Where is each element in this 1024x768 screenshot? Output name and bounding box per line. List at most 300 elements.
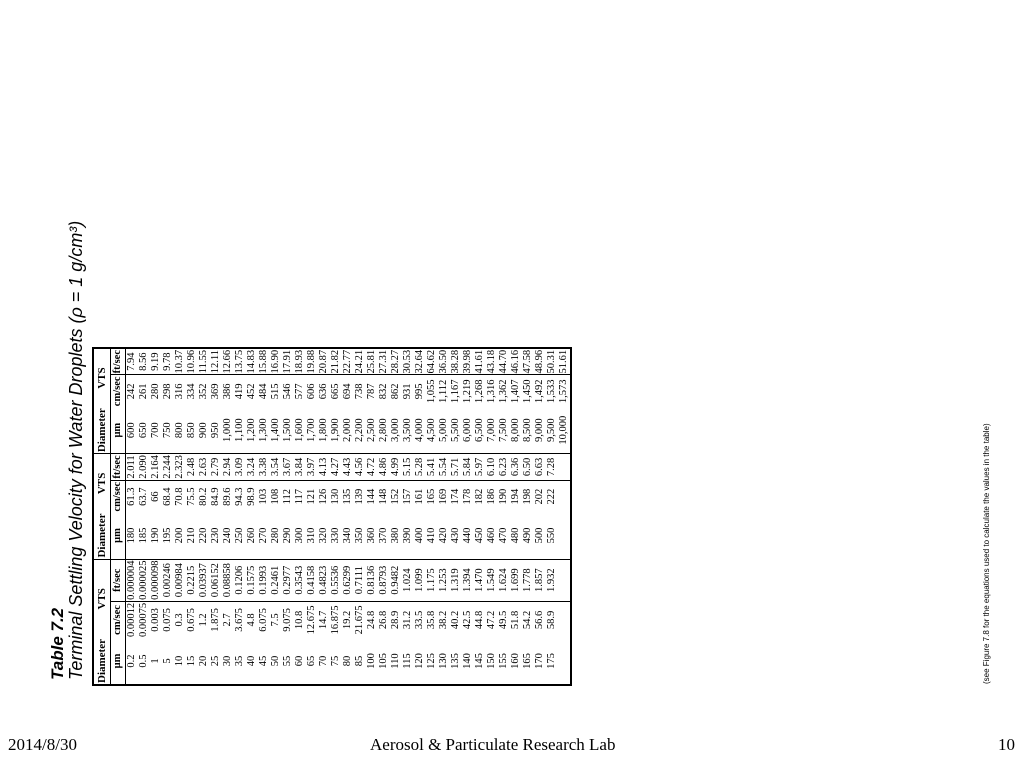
- unit-header: cm/sec: [111, 480, 126, 512]
- table-cell: 0.3543: [294, 559, 306, 601]
- table-cell: 30: [222, 655, 233, 667]
- table-cell: 440: [462, 513, 474, 559]
- table-cell: 298: [162, 383, 173, 400]
- table-cell: 360: [366, 513, 378, 559]
- table-row: [522, 348, 534, 685]
- table-cell: 400: [414, 513, 426, 559]
- table-cell: 1.624: [498, 559, 510, 601]
- table-row: [462, 348, 474, 685]
- table-cell: 6,500: [474, 407, 486, 453]
- table-cell: 0.000004: [126, 560, 137, 600]
- table-cell: 182: [474, 488, 485, 505]
- table-cell: 65: [306, 655, 317, 667]
- table-cell: 480: [510, 513, 522, 559]
- table-cell: 4.43: [342, 454, 354, 481]
- table-cell: 316: [174, 383, 185, 400]
- table-cell: 0.03937: [198, 559, 210, 601]
- table-cell: 450: [474, 513, 486, 559]
- table-row: [390, 348, 402, 685]
- table-cell: 0.1575: [246, 559, 258, 601]
- table-cell: 1.175: [426, 559, 438, 601]
- table-cell: 1,112: [438, 379, 449, 403]
- table-cell: 0.5536: [330, 559, 342, 601]
- table-cell: 44.8: [474, 610, 485, 630]
- table-cell: 4.99: [390, 454, 402, 481]
- table-cell: 108: [270, 488, 281, 505]
- table-cell: 1,316: [486, 379, 497, 404]
- table-row: [558, 348, 571, 685]
- table-cell: 49.5: [498, 610, 509, 630]
- table-cell: 51.8: [510, 610, 521, 630]
- table-cell: 0.8136: [366, 559, 378, 601]
- table-cell: [558, 559, 571, 601]
- table-cell: 2,500: [366, 407, 378, 453]
- table-cell: 38.28: [450, 349, 461, 374]
- table-cell: 9.19: [150, 348, 162, 375]
- table-cell: 5.28: [414, 454, 426, 481]
- table-cell: 1,800: [318, 407, 330, 453]
- table-cell: 45: [258, 655, 269, 667]
- table-cell: 202: [534, 488, 545, 505]
- table-cell: 47.2: [486, 610, 497, 630]
- table-cell: 21.675: [354, 605, 365, 635]
- table-cell: 330: [330, 513, 342, 559]
- table-cell: 420: [438, 513, 450, 559]
- table-cell: 6.10: [486, 454, 498, 481]
- table-cell: 665: [330, 383, 341, 400]
- table-cell: 1,900: [330, 407, 342, 453]
- table-cell: 380: [390, 513, 402, 559]
- table-cell: 4.8: [246, 613, 257, 627]
- table-cell: 577: [294, 383, 305, 400]
- table-cell: 148: [378, 488, 389, 505]
- table-cell: 3.67: [282, 454, 294, 481]
- table-cell: 16.875: [330, 605, 341, 635]
- table-cell: [558, 480, 571, 512]
- table-cell: 98.9: [246, 487, 257, 506]
- table-cell: 145: [474, 653, 485, 669]
- table-row: [258, 348, 270, 685]
- table-cell: 787: [366, 383, 377, 400]
- table-cell: 12.11: [210, 348, 222, 375]
- unit-header: μm: [111, 513, 126, 559]
- table-cell: 1,100: [234, 407, 246, 453]
- table-cell: 550: [546, 513, 558, 559]
- table-cell: 9.075: [282, 608, 293, 632]
- table-cell: 5.15: [402, 454, 414, 481]
- table-cell: 150: [486, 653, 497, 669]
- diameter-group-header: Diameter: [93, 407, 111, 453]
- table-cell: 240: [222, 513, 234, 559]
- table-row: [294, 348, 306, 685]
- table-cell: 190: [498, 488, 509, 505]
- table-cell: 30.53: [402, 349, 413, 374]
- table-cell: 419: [234, 383, 245, 400]
- table-cell: 27.31: [378, 349, 389, 374]
- table-cell: 320: [318, 513, 330, 559]
- table-cell: 280: [270, 513, 282, 559]
- table-cell: 178: [462, 488, 473, 505]
- table-cell: 61.3: [126, 487, 137, 506]
- table-cell: 700: [150, 407, 162, 453]
- table-cell: 0.00984: [174, 559, 186, 601]
- table-cell: 6.50: [522, 454, 534, 481]
- table-cell: 10,000: [558, 407, 571, 453]
- table-cell: 0.2: [126, 654, 137, 668]
- table-cell: [558, 638, 571, 685]
- table-cell: 14.83: [246, 349, 257, 374]
- table-cell: 11.55: [198, 348, 210, 375]
- table-cell: 40.2: [450, 610, 461, 630]
- table-cell: 25.81: [366, 349, 377, 374]
- table-row: [210, 348, 222, 685]
- table-cell: 5,000: [438, 407, 450, 453]
- table-cell: 2.7: [222, 613, 233, 627]
- table-cell: 31.2: [402, 610, 413, 630]
- table-cell: 1,300: [258, 407, 270, 453]
- table-cell: 0.4823: [318, 559, 330, 601]
- table-row: [162, 348, 174, 685]
- table-cell: 36.50: [438, 349, 449, 374]
- table-cell: 410: [426, 513, 438, 559]
- table-cell: 7.28: [546, 454, 558, 481]
- table-cell: 4.56: [354, 454, 366, 481]
- table-cell: 862: [390, 383, 401, 400]
- table-cell: 1,362: [498, 379, 509, 404]
- table-cell: 130: [330, 488, 341, 505]
- table-cell: 490: [522, 513, 534, 559]
- table-cell: 694: [342, 383, 353, 400]
- table-cell: 35.8: [426, 610, 437, 630]
- table-cell: [558, 454, 571, 481]
- table-footnote: (see Figure 7.8 for the equations used to calculate the values in the table): [982, 423, 991, 684]
- table-cell: 500: [534, 513, 546, 559]
- table-cell: 8.56: [138, 348, 150, 375]
- table-cell: 1.932: [546, 559, 558, 601]
- table-cell: 26.8: [378, 610, 389, 630]
- table-row: [150, 348, 162, 685]
- table-cell: 3.84: [294, 454, 306, 481]
- table-cell: 46.16: [510, 349, 521, 374]
- table-cell: 1,200: [246, 407, 258, 453]
- table-cell: 800: [174, 407, 186, 453]
- table-cell: 290: [282, 513, 294, 559]
- table-cell: 2,200: [354, 407, 366, 453]
- table-cell: 24.8: [366, 610, 377, 630]
- table-cell: 135: [342, 488, 353, 505]
- table-cell: 352: [198, 383, 209, 400]
- table-cell: 84.9: [210, 487, 221, 506]
- table-cell: 1,492: [534, 379, 545, 404]
- table-cell: 89.6: [222, 487, 233, 506]
- table-cell: 48.96: [534, 349, 545, 374]
- table-cell: 56.6: [534, 610, 545, 630]
- table-cell: 44.70: [498, 349, 509, 374]
- table-cell: 121: [306, 488, 317, 505]
- table-cell: 3.09: [234, 454, 246, 481]
- table-cell: 750: [162, 407, 174, 453]
- table-title: Terminal Settling Velocity for Water Droplets (ρ = 1 g/cm³): [66, 220, 86, 680]
- table-cell: 5.97: [474, 454, 486, 481]
- table-row: [330, 348, 342, 685]
- table-cell: 0.2215: [186, 559, 198, 601]
- table-cell: 12.675: [306, 605, 317, 635]
- table-cell: 80: [342, 655, 353, 667]
- table-cell: 10: [174, 655, 185, 667]
- table-cell: 1.319: [450, 559, 462, 601]
- table-cell: 4.27: [330, 454, 342, 481]
- table-cell: 250: [234, 513, 246, 559]
- table-cell: 32.64: [414, 349, 425, 374]
- table-cell: 4,500: [426, 407, 438, 453]
- table-row: [318, 348, 330, 685]
- table-cell: 334: [186, 383, 197, 400]
- table-cell: 19.2: [342, 610, 353, 630]
- table-label: Table 7.2: [48, 607, 67, 680]
- table-cell: 4.72: [366, 454, 378, 481]
- table-cell: 25: [210, 655, 221, 667]
- table-cell: 9,000: [534, 407, 546, 453]
- table-cell: 195: [162, 513, 174, 559]
- table-cell: 12.66: [222, 349, 233, 374]
- table-cell: 8,500: [522, 407, 534, 453]
- table-cell: 7.94: [126, 348, 139, 375]
- table-cell: 2.48: [186, 454, 198, 481]
- table-row: [546, 348, 558, 685]
- table-cell: 931: [402, 383, 413, 400]
- table-cell: 0.5: [138, 654, 149, 668]
- table-cell: 0.1206: [234, 559, 246, 601]
- table-cell: 10.37: [174, 349, 185, 374]
- table-cell: 175: [546, 653, 557, 669]
- table-cell: 15: [186, 655, 197, 667]
- table-cell: 66: [150, 491, 161, 502]
- table-row: [450, 348, 462, 685]
- footer-page-number: 10: [998, 735, 1015, 754]
- table-cell: 832: [378, 383, 389, 400]
- table-cell: 280: [150, 383, 161, 400]
- table-cell: 1,407: [510, 379, 521, 404]
- table-cell: 5.71: [450, 454, 462, 481]
- table-cell: 75: [330, 655, 341, 667]
- table-cell: 174: [450, 488, 461, 505]
- table-cell: 0.9482: [390, 559, 402, 601]
- table-cell: 103: [258, 488, 269, 505]
- table-cell: 21.82: [330, 349, 341, 374]
- table-row: [198, 348, 210, 685]
- table-cell: 1,167: [450, 379, 461, 404]
- table-cell: [558, 601, 571, 638]
- table-cell: 1,573: [558, 379, 569, 404]
- table-cell: 1.857: [534, 559, 546, 601]
- table-cell: 157: [402, 488, 413, 505]
- table-cell: 140: [462, 653, 473, 669]
- table-cell: 515: [270, 383, 281, 400]
- table-cell: 169: [438, 488, 449, 505]
- table-cell: 120: [414, 653, 425, 669]
- table-cell: 1,500: [282, 407, 294, 453]
- table-cell: 1,533: [546, 379, 557, 404]
- table-cell: 130: [438, 653, 449, 669]
- table-cell: 4.86: [378, 454, 390, 481]
- table-cell: 7,000: [486, 407, 498, 453]
- table-cell: 0.06152: [210, 559, 222, 601]
- table-row: [474, 348, 486, 685]
- table-cell: 55: [282, 655, 293, 667]
- table-cell: 1,000: [222, 407, 234, 453]
- table-cell: 0.6299: [342, 559, 354, 601]
- table-cell: 5.41: [426, 454, 438, 481]
- table-page: [36, 62, 998, 690]
- table-cell: 1.024: [402, 559, 414, 601]
- table-cell: 3.675: [234, 608, 245, 632]
- unit-header: ft/sec: [111, 559, 126, 601]
- unit-header: μm: [111, 407, 126, 453]
- table-cell: 5.84: [462, 454, 474, 481]
- table-cell: 310: [306, 513, 318, 559]
- table-cell: 850: [186, 407, 198, 453]
- table-cell: 430: [450, 513, 462, 559]
- table-cell: 300: [294, 513, 306, 559]
- diameter-group-header: Diameter: [93, 513, 111, 559]
- table-cell: 0.2461: [270, 559, 282, 601]
- table-row: [246, 348, 258, 685]
- table-cell: 24.21: [354, 349, 365, 374]
- table-cell: 390: [402, 513, 414, 559]
- table-cell: 2,000: [342, 407, 354, 453]
- table-cell: 100: [366, 653, 377, 669]
- table-cell: 270: [258, 513, 270, 559]
- unit-header: μm: [111, 638, 126, 685]
- table-cell: 135: [450, 653, 461, 669]
- table-cell: 144: [366, 488, 377, 505]
- table-cell: 340: [342, 513, 354, 559]
- table-cell: 10.96: [186, 349, 197, 374]
- table-cell: 2.164: [150, 455, 161, 479]
- table-cell: 1.2: [198, 613, 209, 627]
- table-cell: 110: [390, 653, 401, 669]
- table-row: [306, 348, 318, 685]
- table-cell: 606: [306, 383, 317, 400]
- table-cell: 1.394: [462, 559, 474, 601]
- table-cell: 2.63: [198, 454, 210, 481]
- table-cell: 28.9: [390, 610, 401, 630]
- table-row: [366, 348, 378, 685]
- table-cell: 2.011: [126, 455, 137, 479]
- table-cell: 995: [414, 383, 425, 400]
- table-cell: 3.97: [306, 454, 318, 481]
- table-cell: 0.000098: [150, 560, 161, 600]
- table-row: [174, 348, 186, 685]
- unit-header: ft/sec: [111, 454, 126, 481]
- table-cell: 2.090: [138, 455, 149, 479]
- vts-group-header: VTS: [93, 454, 111, 513]
- table-cell: 20: [198, 655, 209, 667]
- table-cell: 0.2977: [282, 559, 294, 601]
- table-cell: 230: [210, 513, 222, 559]
- table-cell: 1.778: [522, 559, 534, 601]
- table-cell: 2.244: [162, 455, 173, 479]
- table-cell: 60: [294, 655, 305, 667]
- table-cell: 0.00246: [162, 559, 174, 601]
- table-cell: 126: [318, 488, 329, 505]
- table-cell: 38.2: [438, 610, 449, 630]
- table-cell: 0.3: [174, 613, 185, 627]
- table-cell: 2.94: [222, 454, 234, 481]
- table-cell: 8,000: [510, 407, 522, 453]
- table-cell: 6,000: [462, 407, 474, 453]
- table-cell: 0.00075: [138, 602, 149, 638]
- table-cell: 350: [354, 513, 366, 559]
- table-cell: 484: [258, 383, 269, 400]
- table-cell: 3.38: [258, 454, 270, 481]
- table-cell: 3,500: [402, 407, 414, 453]
- table-cell: 260: [246, 513, 258, 559]
- table-cell: 35: [234, 655, 245, 667]
- table-cell: 0.4158: [306, 559, 318, 601]
- table-cell: 28.27: [390, 349, 401, 374]
- table-cell: 452: [246, 383, 257, 400]
- table-cell: 13.75: [234, 349, 245, 374]
- table-cell: 600: [126, 407, 139, 453]
- table-cell: 18.93: [294, 349, 305, 374]
- table-cell: 2.79: [210, 454, 222, 481]
- footer-lab-name: Aerosol & Particulate Research Lab: [370, 735, 616, 754]
- table-cell: 6.63: [534, 454, 546, 481]
- table-cell: 161: [414, 488, 425, 505]
- table-cell: 1,450: [522, 379, 533, 404]
- unit-header: cm/sec: [111, 375, 126, 407]
- table-cell: 33.5: [414, 610, 425, 630]
- table-cell: 42.5: [462, 610, 473, 630]
- table-cell: 3,000: [390, 407, 402, 453]
- unit-header-row: [111, 348, 126, 685]
- table-row: [534, 348, 546, 685]
- table-row: [426, 348, 438, 685]
- table-cell: 2,800: [378, 407, 390, 453]
- table-cell: 5.54: [438, 454, 450, 481]
- table-cell: 94.3: [234, 487, 245, 506]
- table-cell: 198: [522, 488, 533, 505]
- table-cell: 80.2: [198, 487, 209, 506]
- table-cell: 68.4: [162, 487, 173, 506]
- table-cell: 370: [378, 513, 390, 559]
- table-cell: 7,500: [498, 407, 510, 453]
- group-header-row: [93, 348, 111, 685]
- table-cell: 58.9: [546, 610, 557, 630]
- table-cell: 152: [390, 488, 401, 505]
- table-row: [486, 348, 498, 685]
- table-cell: 5: [162, 658, 173, 664]
- table-cell: 5,500: [450, 407, 462, 453]
- table-cell: 125: [426, 653, 437, 669]
- table-cell: 40: [246, 655, 257, 667]
- table-cell: 16.90: [270, 349, 281, 374]
- table-cell: 1: [150, 658, 161, 664]
- table-cell: 222: [546, 488, 557, 505]
- table-cell: 160: [510, 653, 521, 669]
- table-cell: 1,219: [462, 379, 473, 404]
- table-cell: 6.36: [510, 454, 522, 481]
- table-cell: 460: [486, 513, 498, 559]
- table-cell: 210: [186, 513, 198, 559]
- table-cell: 2.323: [174, 455, 185, 479]
- table-row: [510, 348, 522, 685]
- table-cell: 47.58: [522, 349, 533, 374]
- table-cell: 20.87: [318, 349, 329, 374]
- table-cell: 3.54: [270, 454, 282, 481]
- settling-velocity-table: [92, 347, 572, 686]
